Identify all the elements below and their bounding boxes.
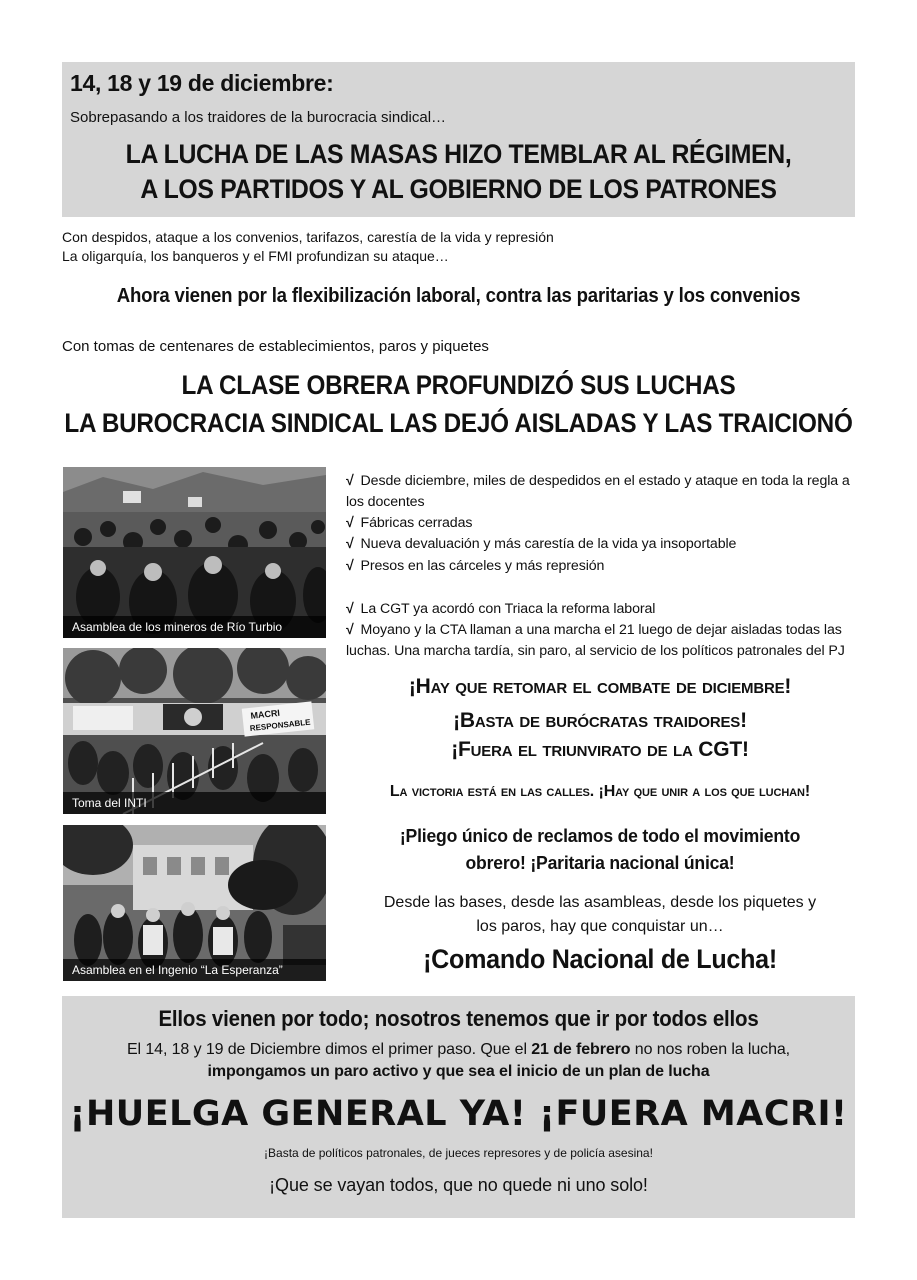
photo-mineros-rio-turbio [63,467,326,638]
main-headline-line-1: LA LUCHA DE LAS MASAS HIZO TEMBLAR AL RÉGIMEN, [125,139,792,169]
crowd-illustration [63,467,326,638]
slogan-retomar: ¡Hay que retomar el combate de diciembre! [408,675,792,698]
slogan-fuera-cgt: ¡Fuera el triunvirato de la CGT! [451,738,749,761]
footer-vayan: ¡Que se vayan todos, que no quede ni uno solo! [269,1175,648,1195]
photo-caption: Toma del INTI [63,792,326,814]
check-mark-icon: √ [346,622,354,638]
protest-illustration [63,648,326,814]
footer-basta: ¡Basta de políticos patronales, de jueces represores y de policía asesina! [264,1146,653,1160]
check-mark-icon: √ [346,536,354,552]
banner-text-1: MACRI [249,707,281,721]
bullet-item: √ Desde diciembre, miles de despedidos en el estado y ataque en toda la regla a los docentes [346,473,850,510]
bases-text: Desde las bases, desde las asambleas, desde los piquetes y los paros, hay que conquistar un… [383,894,817,935]
main-headline [94,137,824,207]
slogan-basta: ¡Basta de burócratas traidores! [453,709,747,732]
check-mark-icon: √ [346,515,354,531]
main-headline-line-2: A LOS PARTIDOS Y AL GOBIERNO DE LOS PATRONES [140,174,777,204]
check-mark-icon: √ [346,473,354,489]
footer-paso-date: 21 de febrero [531,1041,631,1058]
photo-ingenio-la-esperanza [63,825,326,981]
check-mark-icon: √ [346,558,354,574]
banner-text-2: RESPONSABLE [249,717,311,733]
tomas-line: Con tomas de centenares de establecimientos, paros y piquetes [62,338,489,355]
intro-line-2: La oligarquía, los banqueros y el FMI profundizan su ataque… [62,248,449,264]
slogan-victoria: La victoria está en las calles. ¡Hay que unir a los que luchan! [389,783,811,800]
footer-paso: El 14, 18 y 19 de Diciembre dimos el primer paso. Que el 21 de febrero no nos roben la lucha, [126,1041,791,1058]
check-mark-icon: √ [346,601,354,617]
header-box [62,62,855,217]
footer-ellos: Ellos vienen por todo; nosotros tenemos que ir por todos ellos [158,1006,759,1031]
slogan-comando: ¡Comando Nacional de Lucha! [423,944,777,974]
photo-caption: Asamblea en el Ingenio “La Esperanza” [63,959,326,981]
clase-headline [46,366,871,442]
bullet-item: √ Moyano y la CTA llaman a una marcha el 21 luego de dejar aisladas todas las luchas. Una marcha tardía, sin paro, al servicio de los políticos patronales del PJ [346,622,845,659]
intro-line-1: Con despidos, ataque a los convenios, tarifazos, carestía de la vida y represión [62,229,554,245]
flex-headline: Ahora vienen por la flexibilización laboral, contra las paritarias y los convenios [116,285,801,307]
clase-headline-line-2: LA BUROCRACIA SINDICAL LAS DEJÓ AISLADAS Y LAS TRAICIONÓ [64,408,853,438]
bullet-item: √ Presos en las cárceles y más represión [346,558,605,574]
assembly-illustration [63,825,326,981]
clase-headline-line-1: LA CLASE OBRERA PROFUNDIZÓ SUS LUCHAS [181,370,736,400]
bullet-item: √ Nueva devaluación y más carestía de la vida ya insoportable [346,536,737,552]
bullet-item: √ La CGT ya acordó con Triaca la reforma laboral [346,601,656,617]
bullet-item: √ Fábricas cerradas [346,515,473,531]
slogan-pliego: ¡Pliego único de reclamos de todo el movimiento obrero! ¡Paritaria nacional única! [399,825,801,873]
date-title: 14, 18 y 19 de diciembre: [70,70,334,96]
footer-paro: impongamos un paro activo y que sea el inicio de un plan de lucha [207,1063,710,1080]
footer-huelga-headline: ¡HUELGA GENERAL YA! ¡FUERA MACRI! [69,1094,848,1134]
photo-toma-inti [63,648,326,814]
header-subtitle: Sobrepasando a los traidores de la burocracia sindical… [70,109,447,126]
photo-caption: Asamblea de los mineros de Río Turbio [63,616,326,638]
footer-box [62,996,855,1218]
